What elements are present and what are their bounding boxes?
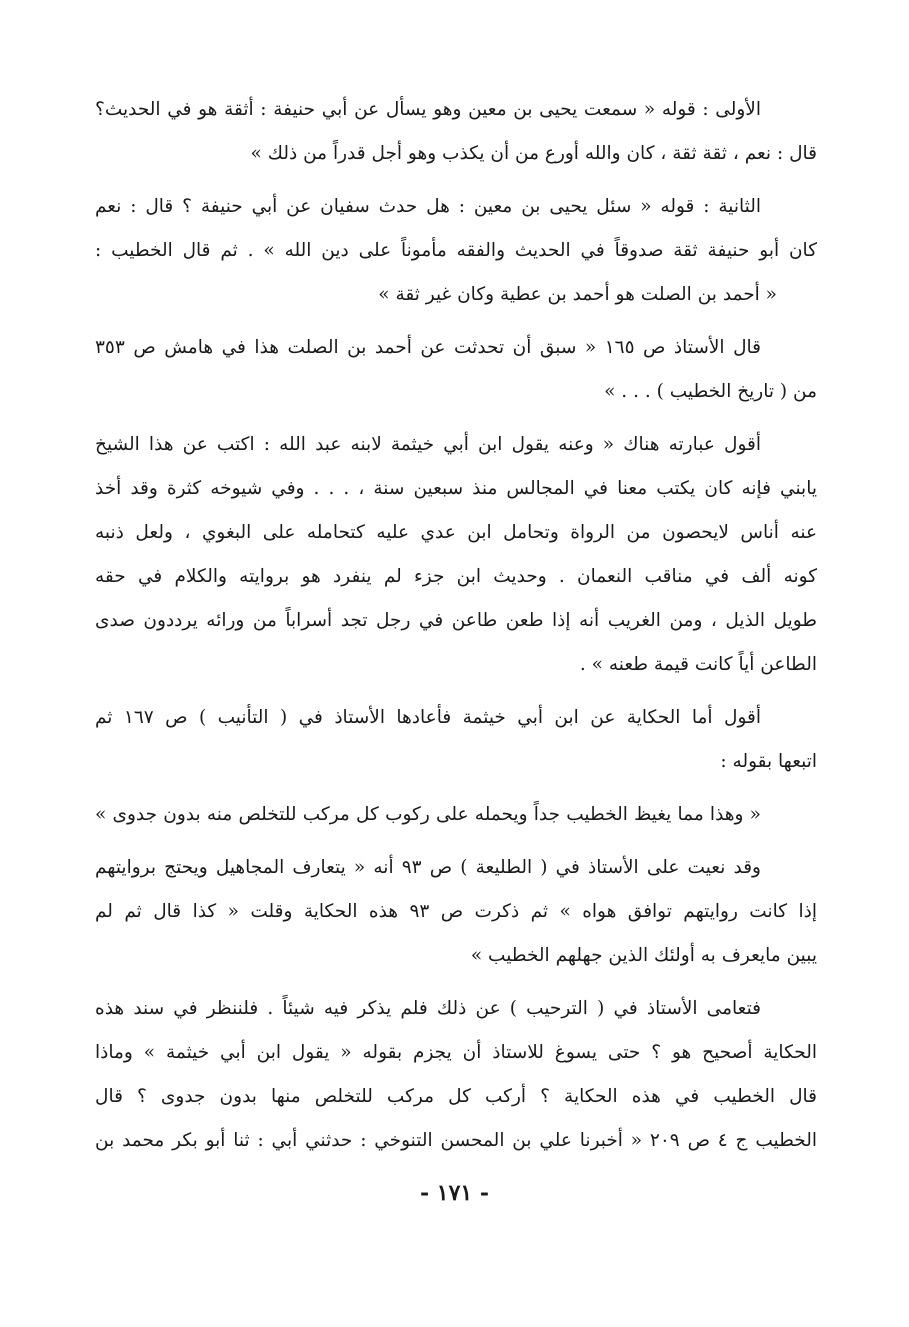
text-line: قال الخطيب في هذه الحكاية ؟ أركب كل مركب للتخلص منها بدون جدوى ؟ قال bbox=[95, 1086, 817, 1107]
text-line: عنه أناس لايحصون من الرواة وتحامل ابن عدي عليه كتحامله على البغوي ، ولعل ذنبه bbox=[95, 522, 817, 543]
text-line: الحكاية أصحيح هو ؟ حتى يسوغ للاستاذ أن يجزم بقوله « يقول ابن أبي خيثمة » وماذا bbox=[95, 1042, 817, 1063]
text-line: قال : نعم ، ثقة ثقة ، كان والله أورع من أن يكذب وهو أجل قدراً من ذلك » bbox=[250, 143, 817, 164]
text-line: أقول عبارته هناك « وعنه يقول ابن أبي خيثمة لابنه عبد الله : اكتب عن هذا الشيخ bbox=[95, 434, 761, 455]
text-line: « أحمد بن الصلت هو أحمد بن عطية وكان غير ثقة » bbox=[378, 284, 777, 305]
text-line: الخطيب ج ٤ ص ٢٠٩ « أخبرنا علي بن المحسن التنوخي : حدثني أبي : ثنا أبو بكر محمد بن bbox=[95, 1130, 817, 1151]
paragraph-6 bbox=[95, 793, 817, 837]
text-line: يبين مايعرف به أولئك الذين جهلهم الخطيب » bbox=[470, 945, 817, 966]
paragraph-8 bbox=[95, 987, 817, 1163]
text-line: الطاعن أياً كانت قيمة طعنه » . bbox=[579, 654, 817, 675]
text-line: وقد نعيت على الأستاذ في ( الطليعة ) ص ٩٣ أنه « يتعارف المجاهيل ويحتج بروايتهم bbox=[95, 857, 761, 878]
paragraph-5 bbox=[95, 696, 817, 784]
text-line: يابني فإنه كان يكتب معنا في المجالس منذ سبعين سنة ، . . . وفي شيوخه كثرة وقد أخذ bbox=[95, 478, 817, 499]
paragraph-7 bbox=[95, 846, 817, 978]
text-line: اتبعها بقوله : bbox=[720, 751, 817, 772]
text-line: كان أبو حنيفة ثقة صدوقاً في الحديث والفقه مأموناً على دين الله » . ثم قال الخطيب : bbox=[95, 240, 817, 261]
text-line: كونه ألف في مناقب النعمان . وحديث ابن جزء لم ينفرد هو بروايته والكلام في حقه bbox=[95, 566, 817, 587]
text-line: أقول أما الحكاية عن ابن أبي خيثمة فأعادها الأستاذ في ( التأنيب ) ص ١٦٧ ثم bbox=[95, 707, 761, 728]
text-line: من ( تاريخ الخطيب ) . . . » bbox=[604, 381, 817, 402]
text-line: قال الأستاذ ص ١٦٥ « سبق أن تحدثت عن أحمد بن الصلت هذا في هامش ص ٣٥٣ bbox=[95, 337, 761, 358]
page-number: - ١٧١ - bbox=[419, 1180, 490, 1206]
paragraph-3 bbox=[95, 326, 817, 414]
paragraph-4 bbox=[95, 423, 817, 687]
text-line: فتعامى الأستاذ في ( الترحيب ) عن ذلك فلم يذكر فيه شيئاً . فلننظر في سند هذه bbox=[95, 998, 761, 1019]
text-line: طويل الذيل ، ومن الغريب أنه إذا طعن طاعن في رجل تجد أسراباً من ورائه يرددون صدى bbox=[95, 610, 817, 631]
page-body bbox=[95, 88, 817, 1228]
text-line: إذا كانت روايتهم توافق هواه » ثم ذكرت ص ٩٣ هذه الحكاية وقلت « كذا قال ثم لم bbox=[95, 901, 817, 922]
text-line: الثانية : قوله « سئل يحيى بن معين : هل حدث سفيان عن أبي حنيفة ؟ قال : نعم bbox=[95, 196, 761, 217]
text-line: الأولى : قوله « سمعت يحيى بن معين وهو يسأل عن أبي حنيفة : أثقة هو في الحديث؟ bbox=[95, 99, 761, 120]
paragraph-2 bbox=[95, 185, 817, 317]
paragraph-1 bbox=[95, 88, 817, 176]
text-line: « وهذا مما يغيظ الخطيب جداً ويحمله على ركوب كل مركب للتخلص منه بدون جدوى » bbox=[95, 804, 761, 825]
